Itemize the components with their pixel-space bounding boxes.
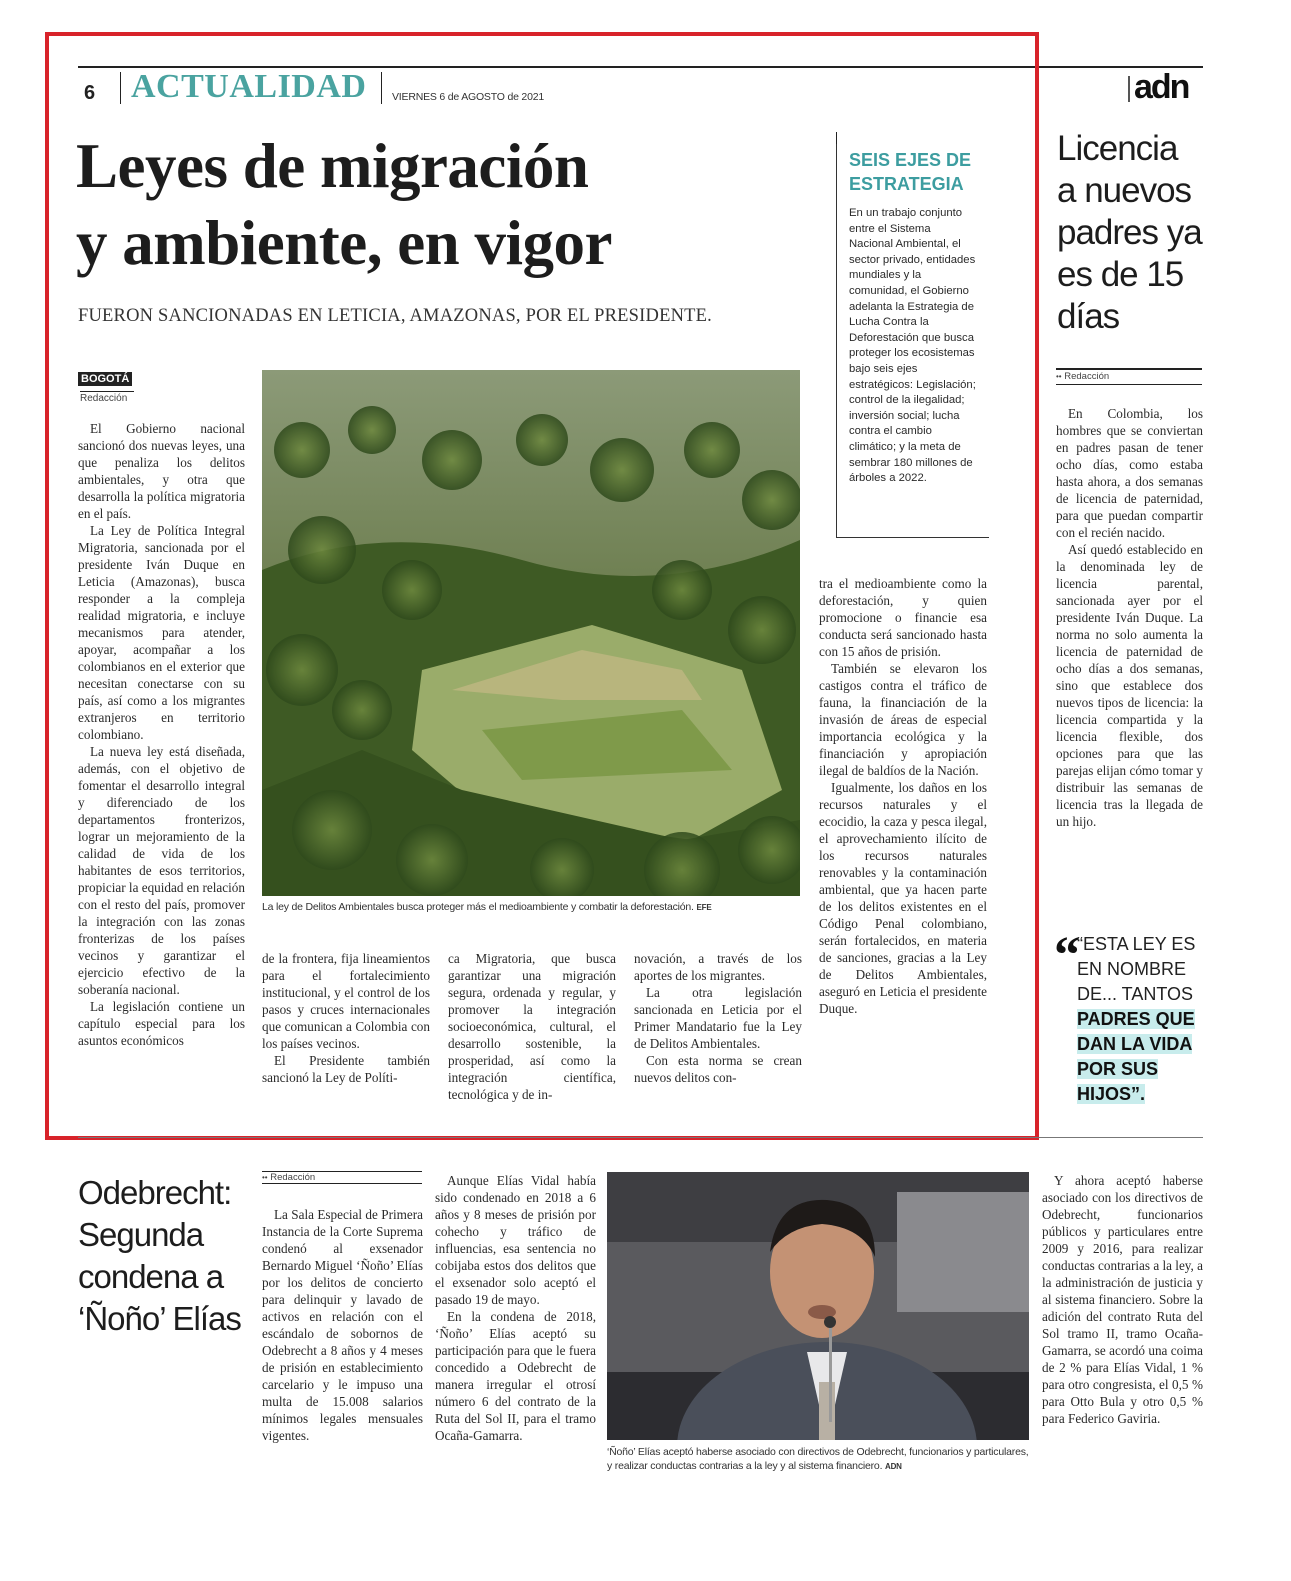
paragraph: Igualmente, los daños en los recursos naturales y el ecocidio, la caza y pesca ilegal, el aprovechamiento ilícito de los recursos naturales renovables y la contaminación ambiental, que ya hacen parte de los delitos existentes en el Código Penal colombiano, serán fortalecidos, en materia de sanciones, gracias a la Ley de Delitos Ambientales, aseguró en Leticia el presidente Duque. xyxy=(819,780,987,1016)
paragraph: Así quedó establecido en la denominada ley de licencia parental, sancionada ayer por el presidente Iván Duque. La norma no solo aumenta la licencia de paternidad de ocho días a dos semanas, sino que establece dos nuevos tipos de licencia: la licencia compartida y la licencia flexible, dos opciones para que las parejas elijan cómo tomar y distribuir las semanas de licencia tras la llegada de un hijo. xyxy=(1056,542,1203,829)
paragraph: En Colombia, los hombres que se conviertan en padres pasan de tener ocho días, como estaba hasta ahora, a dos semanas de licencia de paternidad, para que puedan compartir con el recién nacido. xyxy=(1056,406,1203,540)
bottom-photo-caption xyxy=(607,1445,1031,1474)
caption-credit: EFE xyxy=(696,903,712,912)
paragraph: También se elevaron los castigos contra el tráfico de fauna, la financiación de la invasión de áreas de especial importancia ecológica y la financiación y apropiación ilegal de baldíos de la Nación. xyxy=(819,661,987,778)
right-story-headline: Licencia a nuevos padres ya es de 15 días xyxy=(1057,129,1202,336)
headline-line-2: y ambiente, en vigor xyxy=(76,208,612,278)
bottom-column-1 xyxy=(262,1206,423,1444)
paragraph: novación, a través de los aportes de los migrantes. xyxy=(634,951,802,983)
pull-quote-highlight: PADRES QUE DAN LA VIDA POR SUS HIJOS”. xyxy=(1077,1009,1195,1104)
pull-quote-plain: “ESTA LEY ES EN NOMBRE DE... TANTOS xyxy=(1077,934,1196,1004)
paragraph: Con esta norma se crean nuevos delitos con- xyxy=(634,1053,802,1085)
pull-quote xyxy=(1077,932,1203,1107)
paragraph: La otra legislación sancionada en Leticia por el Primer Mandatario fue la Ley de Delitos Ambientales. xyxy=(634,985,802,1051)
byline: Redacción xyxy=(80,391,134,404)
paragraph: La Sala Especial de Primera Instancia de la Corte Suprema condenó al exsenador Bernardo Miguel ‘Ñoño’ Elías por los delitos de concierto para delinquir y lavado de activos en relación con el escándalo de sobornos de Odebrecht a 8 años y 4 meses de prisión en establecimiento carcelario y le impuso una multa de 15.008 salarios mínimos legales mensuales vigentes. xyxy=(262,1207,423,1443)
quote-mark-icon: “ xyxy=(1054,927,1080,984)
paragraph: Aunque Elías Vidal había sido condenado en 2018 a 6 años y 8 meses de prisión por cohecho y tráfico de influencias, esa sentencia no cobijaba estos dos delitos que el exsenador solo aceptó el pasado 19 de mayo. xyxy=(435,1173,596,1307)
senator-photo xyxy=(607,1172,1029,1440)
dots-icon: •• xyxy=(1056,372,1062,381)
paragraph: La nueva ley está diseñada, además, con el objetivo de fomentar el desarrollo integral y diferenciado de los departamentos fronterizos, lograr un mejoramiento de la calidad de vida de los habitantes de esos territorios, propiciar la equidad en relación con el resto del país, promover la integración con las zonas fronterizas de los países vecinos y garantizar el ejercicio efectivo de la soberanía nacional. xyxy=(78,744,245,997)
paragraph: de la frontera, fija lineamientos para el fortalecimiento institucional, y el control de los pasos y cruces internacionales que comunican a Colombia con los países vecinos. xyxy=(262,951,430,1051)
right-story-byline: •• Redacción xyxy=(1056,371,1202,385)
strategy-box-title: SEIS EJES DE ESTRATEGIA xyxy=(849,150,972,194)
bottom-column-3 xyxy=(1042,1172,1203,1427)
right-story-body xyxy=(1056,405,1203,830)
paragraph: La legislación contiene un capítulo especial para los asuntos económicos xyxy=(78,999,245,1048)
issue-date: VIERNES 6 de AGOSTO de 2021 xyxy=(392,91,544,103)
paragraph: ca Migratoria, que busca garantizar una migración segura, ordenada y regular, y promover la integración socioeconómica, cultural, el desarrollo sostenible, la prosperidad, así como la integración científica, tecnológica y de in- xyxy=(448,951,616,1102)
paragraph: La Ley de Política Integral Migratoria, sancionada por el presidente Iván Duque en Leticia (Amazonas), busca responder a la compleja realidad migratoria, e incluye mecanismos para atender, apoyar, acompañar a los colombianos en el exterior que necesitan conectarse con su país, así como a los migrantes extranjeros en territorio colombiano. xyxy=(78,523,245,742)
caption-text: ‘Ñoño’ Elías aceptó haberse asociado con directivos de Odebrecht, funcionarios y particulares, y realizar conductas contrarias a la ley y al sistema financiero. xyxy=(607,1446,1029,1472)
bottom-story-headline: Odebrecht: Segunda condena a ‘Ñoño’ Elías xyxy=(78,1174,241,1337)
paragraph: Y ahora aceptó haberse asociado con los directivos de Odebrecht, funcionarios públicos y particulares entre 2009 y 2016, para realizar conductas contrarias a la ley, a la administración de justicia y al sistema financiero. Sobre la adición del contrato Ruta del Sol tramo II, tramo Ocaña-Gamarra, se acordó una coima de 2 % para Elías Vidal, 1 % para otro congresista, el 0,5 % para Otto Bula y otro 0,5 % para Federico Gaviria. xyxy=(1042,1173,1203,1426)
caption-credit: ADN xyxy=(885,1462,902,1471)
page-number: 6 xyxy=(84,82,96,104)
caption-text: La ley de Delitos Ambientales busca proteger más el medioambiente y combatir la deforestación. xyxy=(262,901,694,913)
subheadline: FUERON SANCIONADAS EN LETICIA, AMAZONAS, POR EL PRESIDENTE. xyxy=(78,306,712,326)
annotation-box xyxy=(45,32,1039,1140)
paragraph: tra el medioambiente como la deforestación, y quien promocione o financie esa conducta será sancionado hasta con 15 años de prisión. xyxy=(819,576,987,659)
paragraph: El Presidente también sancionó la Ley de Políti- xyxy=(262,1053,430,1085)
paragraph: El Gobierno nacional sancionó dos nuevas leyes, una que penaliza los delitos ambientales, y otra que desarrolla la política migratoria en el país. xyxy=(78,421,245,521)
dots-icon: •• xyxy=(262,1173,268,1182)
section-title: ACTUALIDAD xyxy=(131,68,367,105)
paragraph: En la condena de 2018, ‘Ñoño’ Elías aceptó su participación para que le fuera concedido a Odebrecht de manera irregular el otrosí número 6 del contrato de la Ruta del Sol II, para el tramo Ocaña-Gamarra. xyxy=(435,1309,596,1443)
location-tag: BOGOTÁ xyxy=(78,372,132,386)
bottom-story-byline: •• Redacción xyxy=(262,1171,422,1184)
bottom-column-2 xyxy=(435,1172,596,1444)
strategy-box-text: En un trabajo conjunto entre el Sistema Nacional Ambiental, el sector privado, entidades mundiales y la comunidad, el Gobierno adelanta la Estrategia de Lucha Contra la Deforestación que busca proteger los ecosistemas bajo seis ejes estratégicos: Legislación; control de la ilegalidad; inversión social; lucha contra el cambio climático; y la meta de sembrar 180 millones de árboles a 2022. xyxy=(849,207,976,485)
headline-line-1: Leyes de migración xyxy=(76,131,589,201)
brand-logo: adn xyxy=(1124,70,1204,106)
